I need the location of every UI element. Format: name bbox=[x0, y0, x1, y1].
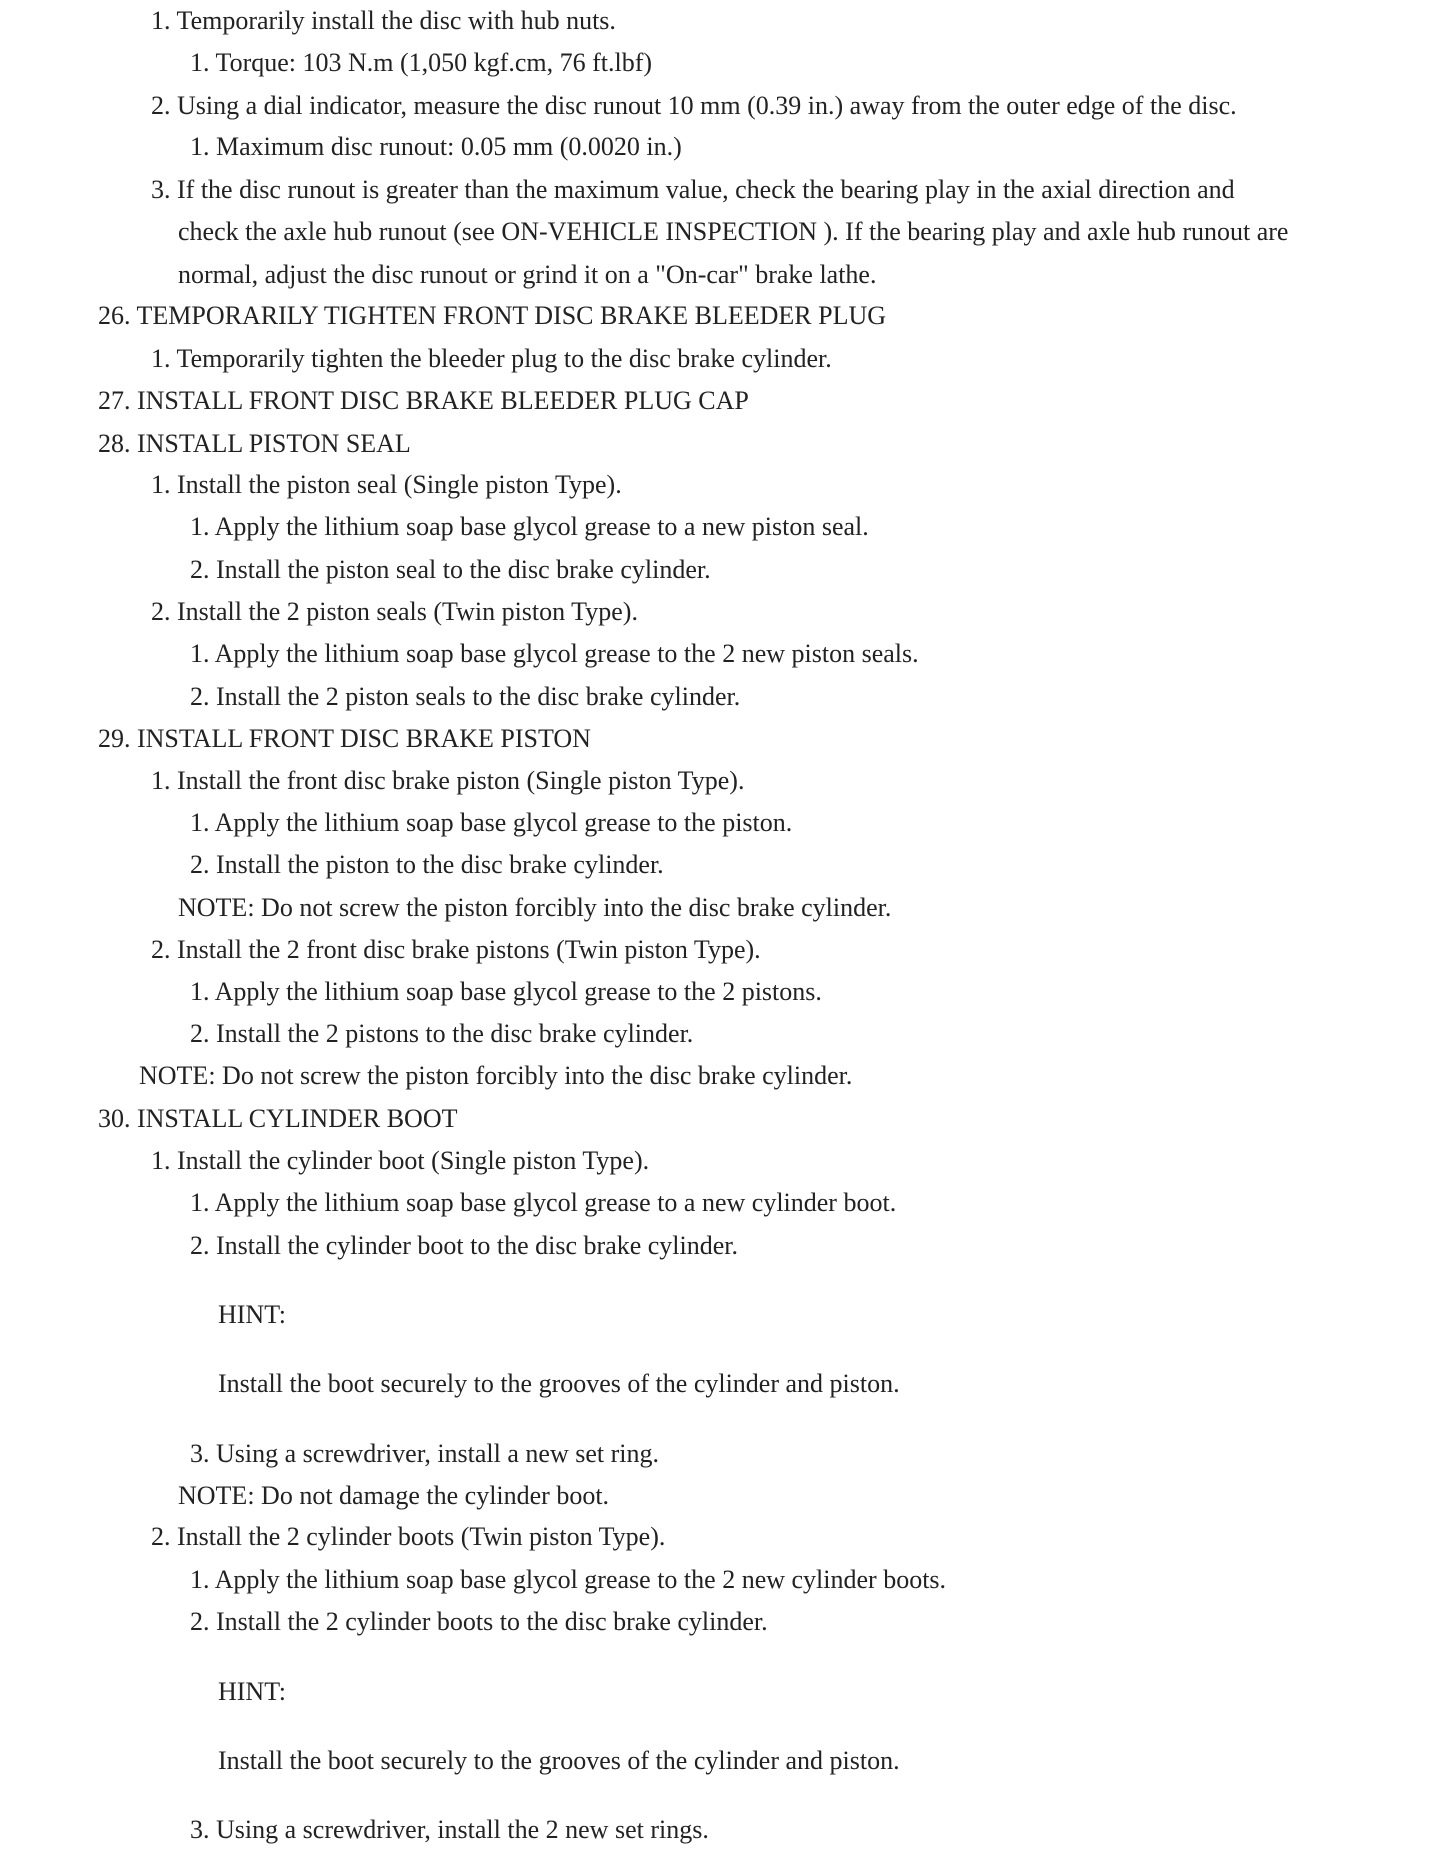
section-30-heading: 30. INSTALL CYLINDER BOOT bbox=[98, 1104, 458, 1133]
substep-install-seals: 2. Install the 2 piston seals to the disc brake cylinder. bbox=[190, 682, 741, 711]
substep-install-boot: 2. Install the cylinder boot to the disc brake cylinder. bbox=[190, 1231, 739, 1260]
step-piston-seals-twin: 2. Install the 2 piston seals (Twin piston Type). bbox=[151, 597, 638, 626]
step-boot-single: 1. Install the cylinder boot (Single piston Type). bbox=[151, 1146, 650, 1175]
section-26-heading: 26. TEMPORARILY TIGHTEN FRONT DISC BRAKE BLEEDER PLUG bbox=[98, 301, 887, 330]
substep-install-piston: 2. Install the piston to the disc brake cylinder. bbox=[190, 850, 664, 879]
substep-set-rings: 3. Using a screwdriver, install the 2 new set rings. bbox=[190, 1815, 709, 1844]
substep-apply-grease-piston: 1. Apply the lithium soap base glycol grease to the piston. bbox=[190, 808, 793, 837]
note-boot-damage: NOTE: Do not damage the cylinder boot. bbox=[178, 1481, 610, 1510]
substep-set-ring: 3. Using a screwdriver, install a new set ring. bbox=[190, 1439, 660, 1468]
substep-apply-grease-boots: 1. Apply the lithium soap base glycol grease to the 2 new cylinder boots. bbox=[190, 1565, 947, 1594]
note-piston-single: NOTE: Do not screw the piston forcibly into the disc brake cylinder. bbox=[178, 893, 892, 922]
step-measure-runout: 2. Using a dial indicator, measure the disc runout 10 mm (0.39 in.) away from the outer edge of the disc. bbox=[151, 91, 1237, 120]
substep-apply-grease-seals: 1. Apply the lithium soap base glycol grease to the 2 new piston seals. bbox=[190, 639, 919, 668]
step-piston-single: 1. Install the front disc brake piston (Single piston Type). bbox=[151, 766, 745, 795]
step-piston-seal-single: 1. Install the piston seal (Single piston Type). bbox=[151, 470, 622, 499]
section-27-heading: 27. INSTALL FRONT DISC BRAKE BLEEDER PLUG CAP bbox=[98, 386, 749, 415]
step-pistons-twin: 2. Install the 2 front disc brake pistons (Twin piston Type). bbox=[151, 935, 761, 964]
hint-text-twin: Install the boot securely to the grooves of the cylinder and piston. bbox=[218, 1746, 900, 1775]
step-runout-check-cont1: check the axle hub runout (see ON-VEHICLE INSPECTION ). If the bearing play and axle hub runout are bbox=[178, 217, 1289, 246]
substep-max-runout: 1. Maximum disc runout: 0.05 mm (0.0020 in.) bbox=[190, 132, 682, 161]
section-28-heading: 28. INSTALL PISTON SEAL bbox=[98, 429, 411, 458]
substep-install-pistons: 2. Install the 2 pistons to the disc brake cylinder. bbox=[190, 1019, 694, 1048]
note-pistons-twin: NOTE: Do not screw the piston forcibly into the disc brake cylinder. bbox=[139, 1061, 853, 1090]
step-tighten-bleeder: 1. Temporarily tighten the bleeder plug to the disc brake cylinder. bbox=[151, 344, 832, 373]
substep-install-boots: 2. Install the 2 cylinder boots to the disc brake cylinder. bbox=[190, 1607, 768, 1636]
hint-label: HINT: bbox=[218, 1300, 287, 1329]
step-runout-check-cont2: normal, adjust the disc runout or grind it on a "On-car" brake lathe. bbox=[178, 260, 877, 289]
section-29-heading: 29. INSTALL FRONT DISC BRAKE PISTON bbox=[98, 724, 591, 753]
step-install-disc: 1. Temporarily install the disc with hub nuts. bbox=[151, 6, 616, 35]
hint-text: Install the boot securely to the grooves of the cylinder and piston. bbox=[218, 1369, 900, 1398]
substep-apply-grease-seal: 1. Apply the lithium soap base glycol grease to a new piston seal. bbox=[190, 512, 869, 541]
step-runout-check: 3. If the disc runout is greater than the maximum value, check the bearing play in the axial direction and bbox=[151, 175, 1235, 204]
substep-torque: 1. Torque: 103 N.m (1,050 kgf.cm, 76 ft.lbf) bbox=[190, 48, 653, 77]
hint-label-twin: HINT: bbox=[218, 1677, 287, 1706]
substep-apply-grease-pistons: 1. Apply the lithium soap base glycol grease to the 2 pistons. bbox=[190, 977, 822, 1006]
substep-apply-grease-boot: 1. Apply the lithium soap base glycol grease to a new cylinder boot. bbox=[190, 1188, 897, 1217]
substep-install-seal: 2. Install the piston seal to the disc brake cylinder. bbox=[190, 555, 711, 584]
step-boots-twin: 2. Install the 2 cylinder boots (Twin piston Type). bbox=[151, 1522, 666, 1551]
